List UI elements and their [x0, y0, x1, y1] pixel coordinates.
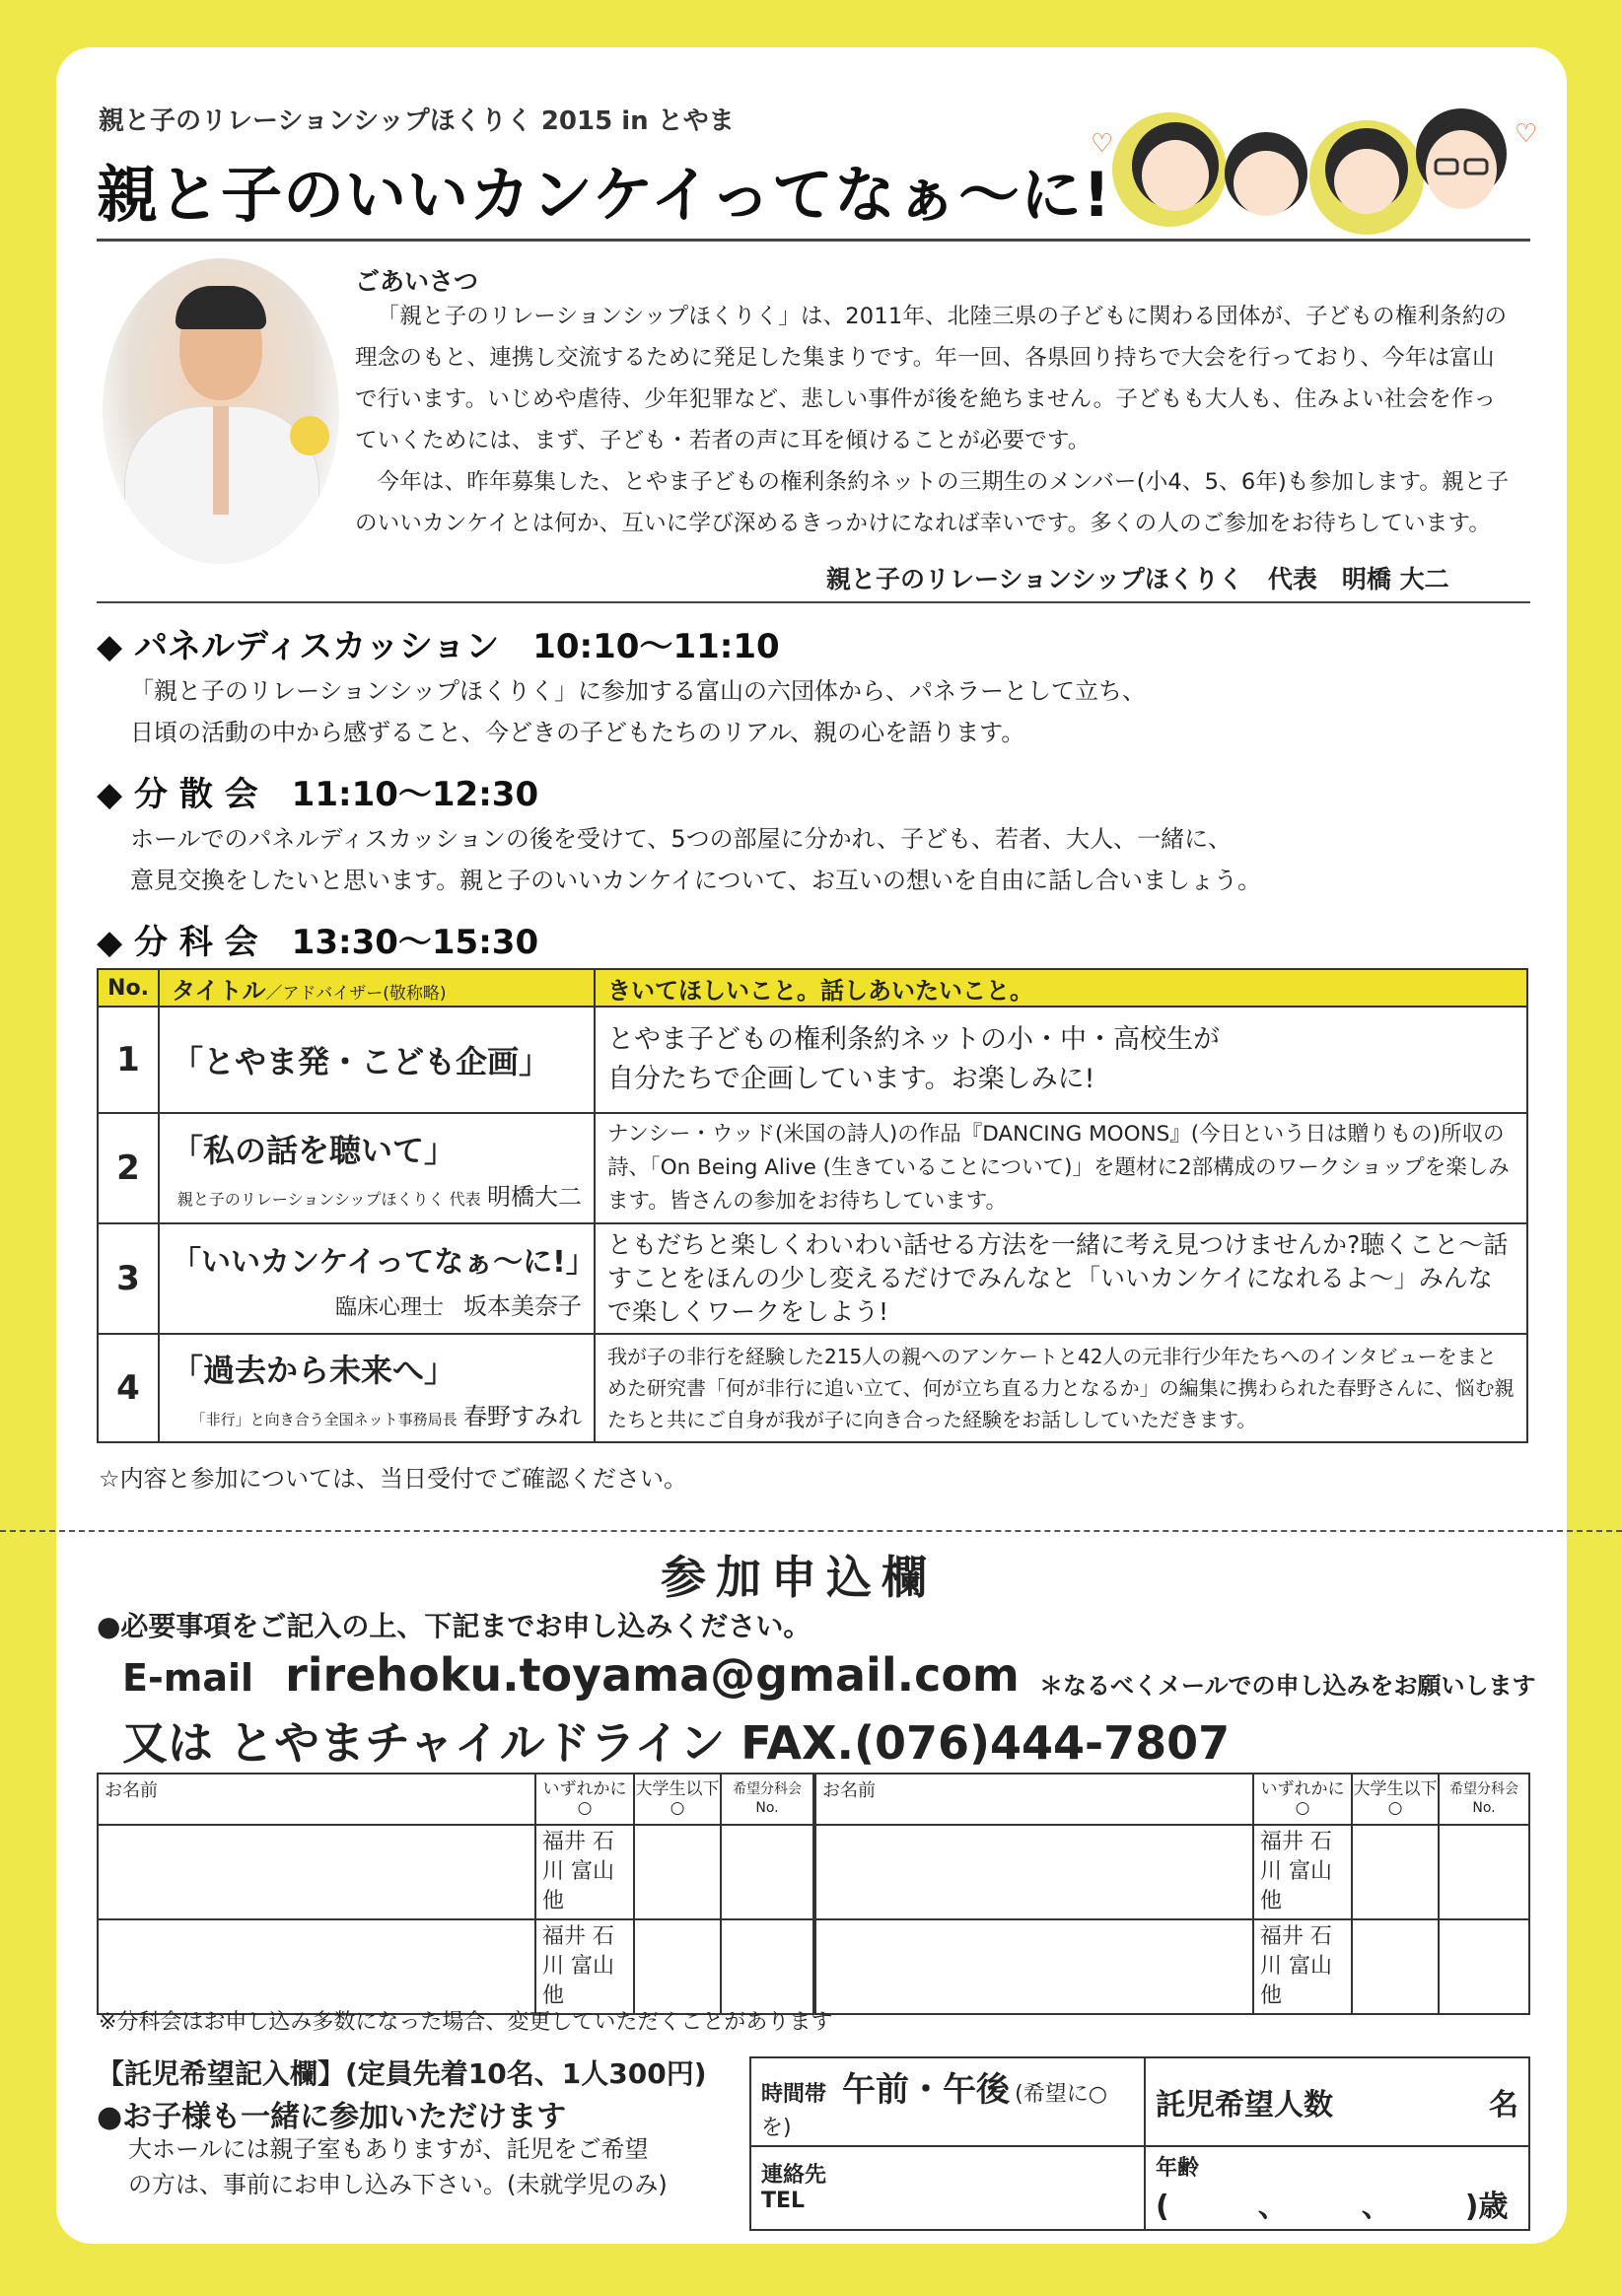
count-field[interactable] [1145, 2057, 1529, 2146]
cut-line [0, 1530, 1622, 1532]
session-field[interactable] [721, 1825, 813, 1919]
table-row [98, 1113, 1527, 1223]
col-title-sub: ／アドバイザー(敬称略) [265, 983, 447, 1004]
row-advisor [172, 1397, 582, 1431]
pref-choice[interactable]: 福井 石川 富山 他 [535, 1919, 634, 2014]
session-field[interactable] [721, 1919, 813, 2014]
section-heading-breakout: ◆ 分 散 会 11:10～12:30 [97, 775, 539, 814]
application-form-right [814, 1773, 1530, 2015]
age-value[interactable]: ( 、 、 )歳 [1156, 2190, 1509, 2224]
form-row [98, 1825, 813, 1919]
row-advisor [172, 1177, 582, 1212]
time-hint: (希望に○を) [761, 2082, 1107, 2140]
name-field[interactable] [98, 1825, 535, 1919]
svg-text:♡: ♡ [1091, 129, 1114, 159]
section-line: 「親と子のリレーションシップほくりく」に参加する富山の六団体から、パネラーとして立ち、 [130, 677, 1146, 705]
email-address[interactable]: rirehoku.toyama@gmail.com [285, 1648, 1020, 1702]
greeting-paragraph: 「親と子のリレーションシップほくりく」は、2011年、北陸三県の子どもに関わる団体が、子どもの権利条約の理念のもと、連携し交流するために発足した集まりです。年一回、各県回り持ちで大会を行っており、今年は富山で行います。いじめや虐待、少年犯罪など、悲しい事件が後を絶ちません。子どもも大人も、住みよい社会を作っていくためには、まず、子ども・若者の声に耳を傾けることが必要です。 [355, 304, 1508, 453]
name-field[interactable] [815, 1825, 1253, 1919]
greeting-signature: 親と子のリレーションシップほくりく 代表 明橋 大二 [826, 565, 1449, 593]
row-no: 1 [98, 1007, 159, 1113]
form-header-row [98, 1774, 813, 1825]
row-desc: 我が子の非行を経験した215人の親へのアンケートと42人の元非行少年たちへのインタビューをまとめた研究書「何が非行に追い立て、何が立ち直る力となるか」の編集に携わられた春野さんに、悩む親たちと共にご自身が我が子に向き合った経験をお話ししていただきます。 [595, 1334, 1527, 1442]
row-title: 「過去から未来へ」 [172, 1351, 457, 1389]
section-line: 日頃の活動の中から感ずること、今どきの子どもたちのリアル、親の心を語ります。 [130, 719, 1025, 746]
section-line: ホールでのパネルディスカッションの後を受けて、5つの部屋に分かれ、子ども、若者、大人、一緒に、 [130, 825, 1233, 853]
advisor-org: 親と子のリレーションシップほくりく 代表 [176, 1189, 481, 1209]
col-desc: きいてほしいこと。話しあいたいこと。 [595, 969, 1527, 1007]
event-subtitle: 親と子のリレーションシップほくりく 2015 in とやま [99, 106, 735, 136]
row-desc: ナンシー・ウッド(米国の詩人)の作品『DANCING MOONS』(今日という日は贈りもの)所収の詩、「On Being Alive (生きていることについて)」を題材に2部構成のワークショップを楽しみます。皆さんの参加をお待ちしています。 [595, 1113, 1527, 1223]
greeting-divider [97, 601, 1530, 603]
form-note: ※分科会はお申し込み多数になった場合、変更していただくことがあります [99, 2010, 833, 2035]
advisor-name: 明橋大二 [487, 1182, 582, 1211]
form-col-session: 希望分科会No. [721, 1774, 813, 1825]
workshop-table [97, 968, 1528, 1443]
form-col-pref: いずれかに○ [1253, 1774, 1352, 1825]
section-text [130, 818, 1261, 901]
table-header-row [98, 969, 1527, 1007]
row-desc: ともだちと楽しくわいわい話せる方法を一緒に考え見つけませんか?聴くこと～話すことをほんの少し変えるだけでみんなと「いいカンケイになれるよ～」みんなで楽しくワークをしよう! [595, 1223, 1527, 1334]
table-row [98, 1007, 1527, 1113]
advisor-org: 臨床心理士 [334, 1294, 444, 1320]
application-lead: ●必要事項をご記入の上、下記までお申し込みください。 [97, 1610, 811, 1642]
childcare-text [128, 2131, 668, 2202]
row-title: 「いいカンケイってなぁ～に!」 [172, 1244, 596, 1280]
childcare-line: 大ホールには親子室もありますが、託児をご希望 [128, 2135, 649, 2163]
form-row [815, 1919, 1529, 2014]
form-col-name: お名前 [98, 1774, 535, 1825]
family-illustration [1081, 93, 1544, 239]
advisor-name: 坂本美奈子 [463, 1291, 582, 1320]
time-label: 時間帯 [761, 2082, 827, 2107]
row-no: 4 [98, 1334, 159, 1442]
student-field[interactable] [634, 1825, 721, 1919]
program-note: ☆内容と参加については、当日受付でご確認ください。 [99, 1465, 688, 1493]
col-no: No. [98, 969, 159, 1007]
childcare-form [749, 2056, 1530, 2231]
form-row [98, 1919, 813, 2014]
email-line [122, 1648, 1020, 1702]
row-desc: とやま子どもの権利条約ネットの小・中・高校生が 自分たちで企画しています。お楽しみに! [595, 1007, 1527, 1113]
advisor-org: 「非行」と向き合う全国ネット事務局長 [190, 1410, 458, 1428]
row-title-cell [159, 1007, 595, 1113]
application-title: 参加申込欄 [661, 1551, 937, 1604]
pref-choice[interactable]: 福井 石川 富山 他 [535, 1825, 634, 1919]
age-field[interactable] [1145, 2146, 1529, 2230]
row-title-cell [159, 1223, 595, 1334]
row-advisor [172, 1287, 582, 1321]
form-header-row [815, 1774, 1529, 1825]
session-field[interactable] [1439, 1919, 1529, 2014]
time-value[interactable]: 午前・午後 [842, 2070, 1011, 2110]
childcare-heading: 【託児希望記入欄】(定員先着10名、1人300円) [97, 2057, 707, 2090]
email-note: ＊なるべくメールでの申し込みをお願いします [1039, 1672, 1536, 1700]
student-field[interactable] [1352, 1919, 1439, 2014]
fax-line: 又は とやまチャイルドライン FAX.(076)444-7807 [122, 1716, 1231, 1770]
form-col-session: 希望分科会No. [1439, 1774, 1529, 1825]
svg-text:♡: ♡ [1515, 119, 1538, 149]
student-field[interactable] [1352, 1825, 1439, 1919]
greeting-paragraph: 今年は、昨年募集した、とやま子どもの権利条約ネットの三期生のメンバー(小4、5、6年)も参加します。親と子のいいカンケイとは何か、互いに学び深めるきっかけになれば幸いです。多くの人のご参加をお待ちしています。 [355, 469, 1510, 536]
contact-field[interactable]: 連絡先 TEL [750, 2146, 1145, 2230]
col-title [159, 969, 595, 1007]
name-field[interactable] [98, 1919, 535, 2014]
time-slot-field[interactable] [750, 2057, 1145, 2146]
childcare-row [750, 2146, 1529, 2230]
greeting-body [355, 296, 1515, 544]
form-col-name: お名前 [815, 1774, 1253, 1825]
representative-photo [103, 258, 339, 564]
form-col-pref: いずれかに○ [535, 1774, 634, 1825]
form-col-student: 大学生以下○ [634, 1774, 721, 1825]
page-title: 親と子のいいカンケイってなぁ～に! [97, 159, 1112, 231]
count-unit: 名 [1489, 2088, 1518, 2122]
form-row [815, 1825, 1529, 1919]
title-divider [97, 239, 1530, 242]
row-title: 「とやま発・こども企画」 [172, 1043, 551, 1080]
section-heading-workshop: ◆ 分 科 会 13:30～15:30 [97, 923, 539, 962]
section-line: 意見交換をしたいと思います。親と子のいいカンケイについて、お互いの想いを自由に話し合いましょう。 [130, 867, 1261, 894]
pref-choice[interactable]: 福井 石川 富山 他 [1253, 1825, 1352, 1919]
row-no: 3 [98, 1223, 159, 1334]
childcare-line: の方は、事前にお申し込み下さい。(未就学児のみ) [128, 2171, 668, 2198]
name-field[interactable] [815, 1919, 1253, 2014]
age-label: 年齢 [1156, 2156, 1200, 2181]
greeting-heading: ごあいさつ [355, 267, 479, 296]
section-heading-panel: ◆ パネルディスカッション 10:10～11:10 [97, 627, 780, 666]
table-row [98, 1223, 1527, 1334]
count-label: 託児希望人数 [1156, 2088, 1333, 2122]
email-label: E-mail [122, 1656, 254, 1700]
childcare-subheading: ●お子様も一緒に参加いただけます [97, 2100, 567, 2134]
row-no: 2 [98, 1113, 159, 1223]
session-field[interactable] [1439, 1825, 1529, 1919]
childcare-row [750, 2057, 1529, 2146]
advisor-name: 春野すみれ [463, 1402, 582, 1430]
col-title-label: タイトル [172, 976, 266, 1005]
row-title: 「私の話を聴いて」 [172, 1131, 457, 1169]
student-field[interactable] [634, 1919, 721, 2014]
table-row [98, 1334, 1527, 1442]
form-col-student: 大学生以下○ [1352, 1774, 1439, 1825]
pref-choice[interactable]: 福井 石川 富山 他 [1253, 1919, 1352, 2014]
row-title-cell [159, 1334, 595, 1442]
section-text [130, 670, 1146, 753]
row-title-cell [159, 1113, 595, 1223]
application-form-left [97, 1773, 814, 2015]
